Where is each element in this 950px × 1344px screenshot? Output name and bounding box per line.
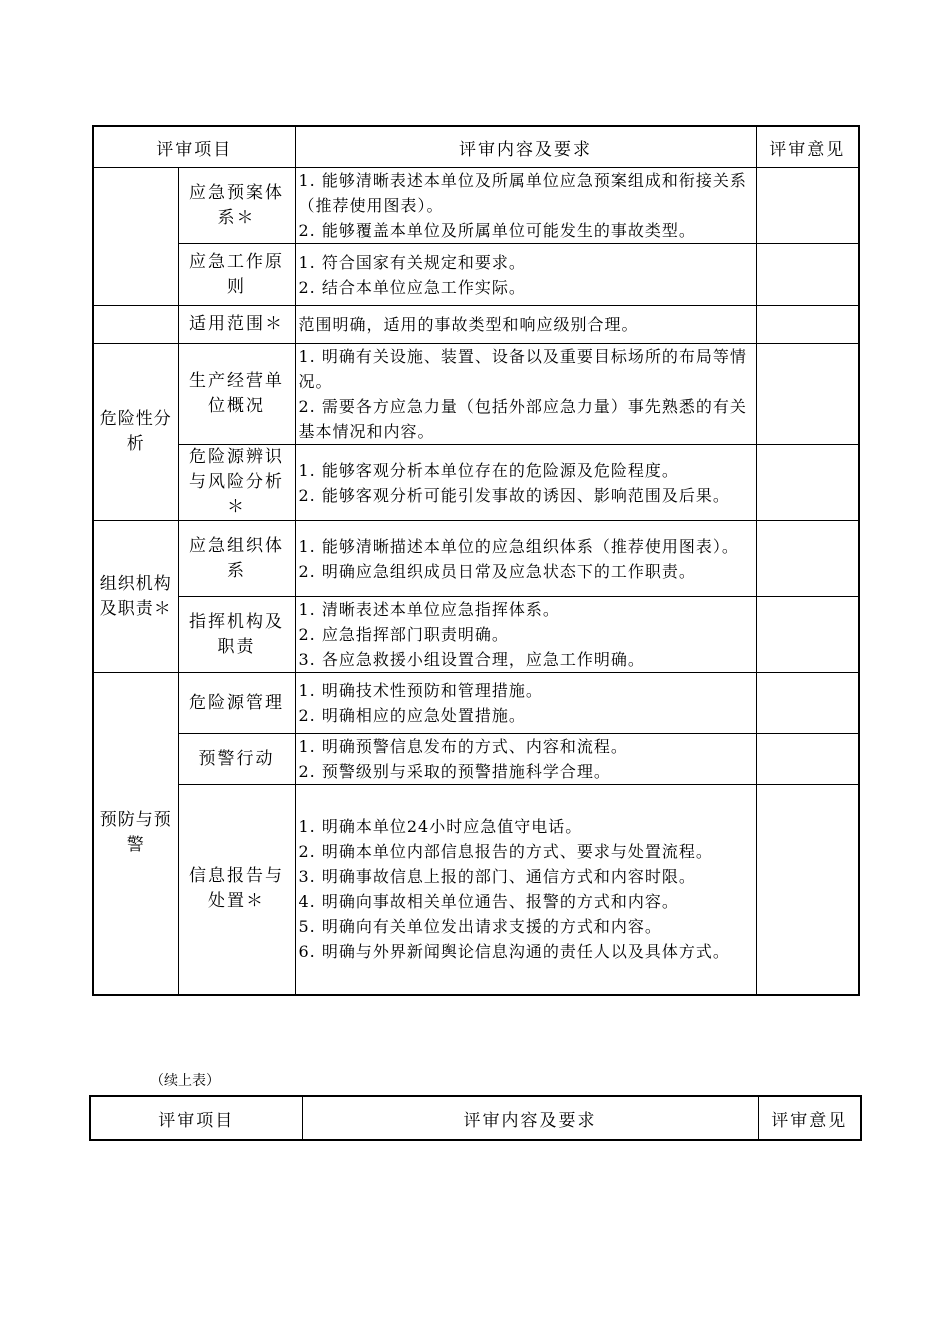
- content-cell: [295, 445, 756, 521]
- subitem-label: 应急预案体系＊: [178, 168, 295, 244]
- opinion-cell: [756, 785, 859, 995]
- opinion-cell: [756, 445, 859, 521]
- opinion-cell: [756, 673, 859, 734]
- subitem-label: 生产经营单位概况: [178, 344, 295, 445]
- opinion-cell: [756, 244, 859, 306]
- subitem-label: 应急工作原则: [178, 244, 295, 306]
- content-cell: [295, 785, 756, 995]
- content-line: 1. 清晰表述本单位应急指挥体系。: [298, 600, 560, 619]
- subitem-label: 应急组织体系: [178, 521, 295, 597]
- content-line: 2. 能够客观分析可能引发事故的诱因、影响范围及后果。: [298, 485, 730, 505]
- table-header-row: [90, 1096, 861, 1140]
- table-row: [93, 244, 859, 306]
- category-cell-empty: [93, 168, 178, 306]
- content-line: 5. 明确向有关单位发出请求支援的方式和内容。: [298, 917, 662, 937]
- table-row: [93, 445, 859, 521]
- content-line: 3. 各应急救援小组设置合理，应急工作明确。: [298, 650, 645, 669]
- review-table: [92, 125, 860, 996]
- content-line: 4. 明确向事故相关单位通告、报警的方式和内容。: [298, 892, 679, 912]
- category-label: 预防与预警: [93, 673, 178, 995]
- content-cell: [295, 244, 756, 306]
- table-row: [93, 306, 859, 344]
- content-line: 2. 明确相应的应急处置措施。: [298, 706, 526, 725]
- header-content: 评审内容及要求: [295, 126, 756, 168]
- header-content: 评审内容及要求: [302, 1096, 758, 1140]
- content-cell: [295, 344, 756, 445]
- content-line: 2. 结合本单位应急工作实际。: [298, 277, 526, 297]
- content-line: 6. 明确与外界新闻舆论信息沟通的责任人以及具体方式。: [298, 942, 730, 962]
- table-header-row: [93, 126, 859, 168]
- subitem-label: 危险源辨识与风险分析＊: [178, 445, 295, 521]
- content-line: 2. 能够覆盖本单位及所属单位可能发生的事故类型。: [298, 221, 696, 240]
- opinion-cell: [756, 521, 859, 597]
- content-line: 2. 明确应急组织成员日常及应急状态下的工作职责。: [298, 561, 696, 581]
- content-line: 3. 明确事故信息上报的部门、通信方式和内容时限。: [298, 867, 696, 887]
- content-line: 1. 明确本单位24小时应急值守电话。: [298, 817, 583, 837]
- category-cell-empty: [93, 306, 178, 344]
- content-cell: [295, 734, 756, 785]
- table-row: [93, 785, 859, 995]
- content-cell: [295, 521, 756, 597]
- content-line: 2. 明确本单位内部信息报告的方式、要求与处置流程。: [298, 842, 713, 862]
- header-item: 评审项目: [90, 1096, 302, 1140]
- opinion-cell: [756, 597, 859, 673]
- subitem-label: 信息报告与处置＊: [178, 785, 295, 995]
- content-cell: [295, 597, 756, 673]
- content-line: 1. 能够清晰表述本单位及所属单位应急预案组成和衔接关系（推荐使用图表）。: [298, 171, 747, 215]
- content-line: 1. 明确预警信息发布的方式、内容和流程。: [298, 737, 628, 756]
- opinion-cell: [756, 168, 859, 244]
- table-row: [93, 734, 859, 785]
- content-cell: [295, 673, 756, 734]
- table-row: [93, 168, 859, 244]
- header-opinion: 评审意见: [756, 126, 859, 168]
- subitem-label: 指挥机构及职责: [178, 597, 295, 673]
- subitem-label: 预警行动: [178, 734, 295, 785]
- content-line: 范围明确，适用的事故类型和响应级别合理。: [298, 315, 639, 334]
- content-line: 2. 应急指挥部门职责明确。: [298, 625, 509, 644]
- opinion-cell: [756, 306, 859, 344]
- subitem-label: 适用范围＊: [178, 306, 295, 344]
- content-line: 1. 明确有关设施、装置、设备以及重要目标场所的布局等情况。: [298, 347, 747, 391]
- continued-note: （续上表）: [150, 1073, 220, 1089]
- table-row: [93, 673, 859, 734]
- content-line: 1. 能够清晰描述本单位的应急组织体系（推荐使用图表）。: [298, 536, 739, 556]
- content-line: 1. 符合国家有关规定和要求。: [298, 252, 526, 272]
- content-cell: [295, 168, 756, 244]
- category-label: 组织机构及职责＊: [93, 521, 178, 673]
- content-line: 1. 能够客观分析本单位存在的危险源及危险程度。: [298, 460, 679, 480]
- content-line: 1. 明确技术性预防和管理措施。: [298, 681, 543, 700]
- content-line: 2. 预警级别与采取的预警措施科学合理。: [298, 762, 611, 781]
- table-row: [93, 344, 859, 445]
- content-line: 2. 需要各方应急力量（包括外部应急力量）事先熟悉的有关基本情况和内容。: [298, 397, 747, 441]
- opinion-cell: [756, 734, 859, 785]
- content-cell: [295, 306, 756, 344]
- header-item: 评审项目: [93, 126, 295, 168]
- table-row: [93, 521, 859, 597]
- continued-table: [89, 1095, 862, 1141]
- opinion-cell: [756, 344, 859, 445]
- subitem-label: 危险源管理: [178, 673, 295, 734]
- header-opinion: 评审意见: [758, 1096, 861, 1140]
- table-row: [93, 597, 859, 673]
- category-label: 危险性分析: [93, 344, 178, 521]
